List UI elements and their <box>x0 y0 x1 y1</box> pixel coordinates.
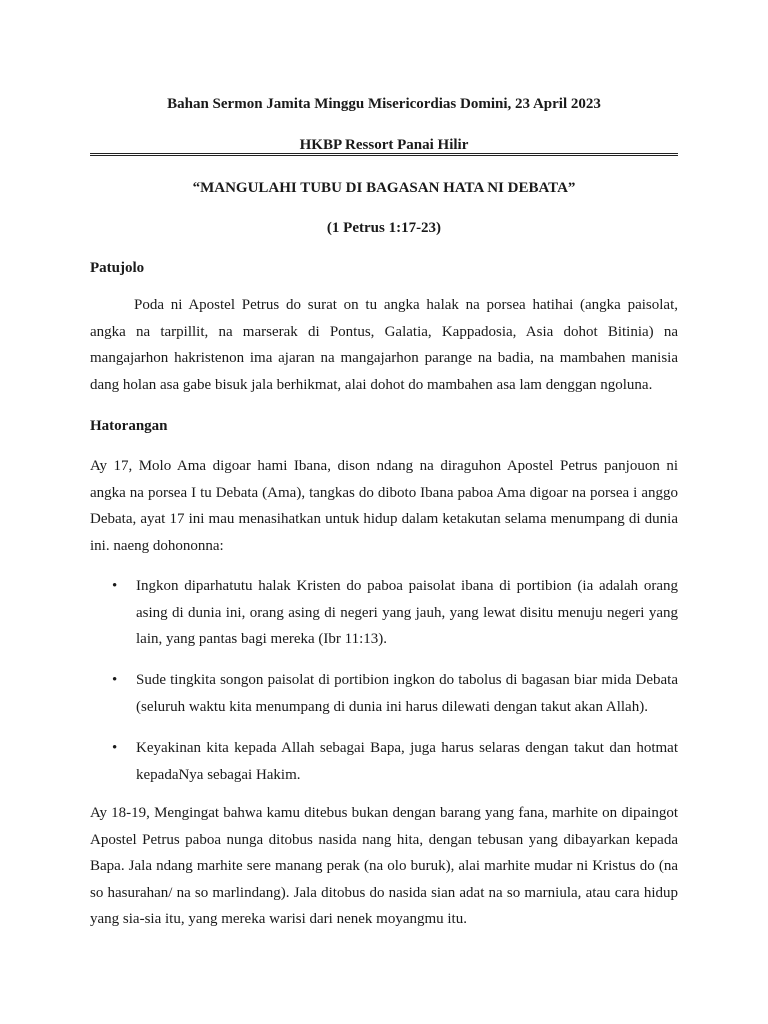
list-item-line: kepadaNya sebagai Hakim. <box>136 766 301 783</box>
sermon-theme: “MANGULAHI TUBU DI BAGASAN HATA NI DEBATA” <box>192 180 576 196</box>
intro-paragraph <box>90 292 678 398</box>
bullet-icon: • <box>112 672 118 688</box>
bullet-icon: • <box>112 578 118 594</box>
verse-18-19-paragraph <box>90 800 678 933</box>
list-item-text <box>136 667 678 720</box>
verse-17-line: Debata, ayat 17 ini mau menasihatkan untuk hidup dalam ketakutan selama menumpang di dunia <box>90 511 678 527</box>
list-item-text <box>136 735 678 788</box>
scripture-reference: (1 Petrus 1:17-23) <box>326 220 442 236</box>
verse-18-19-line: Ay 18-19, Mengingat bahwa kamu ditebus bukan dengan barang yang fana, marhite on dipaingot <box>90 805 678 821</box>
explanation-heading: Hatorangan <box>90 418 168 434</box>
verse-17-line: ini. naeng dohononna: <box>90 537 224 554</box>
list-item-line: Sude tingkita songon paisolat di portibion ingkon do tabolus di bagasan biar mida Debata <box>136 672 678 688</box>
list-item-line: asing di dunia ini, orang asing di negeri yang jauh, yang lewat disitu menuju negeri yang <box>136 604 678 621</box>
verse-17-paragraph <box>90 453 678 559</box>
intro-line: angka na tarpillit, na marserak di Pontus, Galatia, Kappadosia, Asia dohot Bitinia) na <box>90 323 678 340</box>
verse-17-line: Ay 17, Molo Ama digoar hami Ibana, dison ndang na diraguhon Apostel Petrus panjouon ni <box>90 458 678 474</box>
church-name: HKBP Ressort Panai Hilir <box>299 137 469 153</box>
intro-line: mangajarhon hakristenon ima ajaran na mangajarhon parange na badia, na mambahen manisia <box>90 350 678 366</box>
list-item-line: (seluruh waktu kita menumpang di dunia ini harus dilewati dengan takut akan Allah). <box>136 698 648 715</box>
verse-17-line: angka na porsea I tu Debata (Ama), tangkas do diboto Ibana paboa Ama digoar na porsea i anggo <box>90 484 678 501</box>
bullet-icon: • <box>112 740 118 756</box>
document-title: Bahan Sermon Jamita Minggu Misericordias Domini, 23 April 2023 <box>167 96 601 112</box>
list-item-line: Ingkon diparhatutu halak Kristen do paboa paisolat ibana di portibion (ia adalah orang <box>136 578 678 594</box>
intro-line: dang holan asa gabe bisuk jala berhikmat, alai dohot do mambahen asa lam denggan ngoluna. <box>90 376 653 393</box>
verse-18-19-line: Apostel Petrus paboa nunga ditobus nasida nang hita, dengan tebusan yang dibayarkan kepada <box>90 831 678 848</box>
verse-18-19-line: Bapa. Jala ndang marhite sere manang perak (na olo buruk), alai marhite mudar ni Kristus do (na <box>90 858 678 874</box>
intro-line: Poda ni Apostel Petrus do surat on tu angka halak na porsea hatihai (angka paisolat, <box>134 297 678 313</box>
list-item-line: Keyakinan kita kepada Allah sebagai Bapa, juga harus selaras dengan takut dan hotmat <box>136 740 678 756</box>
verse-18-19-line: so hasurahan/ na so marlindang). Jala ditobus do nasida sian adat na so marniula, atau cara hidup <box>90 884 678 901</box>
list-item-text <box>136 573 678 653</box>
list-item-line: lain, yang pantas bagi mereka (Ibr 11:13). <box>136 631 388 647</box>
intro-heading: Patujolo <box>90 260 145 276</box>
verse-18-19-line: yang sia-sia itu, yang mereka warisi dari nenek moyangmu itu. <box>90 911 467 927</box>
header-divider <box>90 153 678 156</box>
